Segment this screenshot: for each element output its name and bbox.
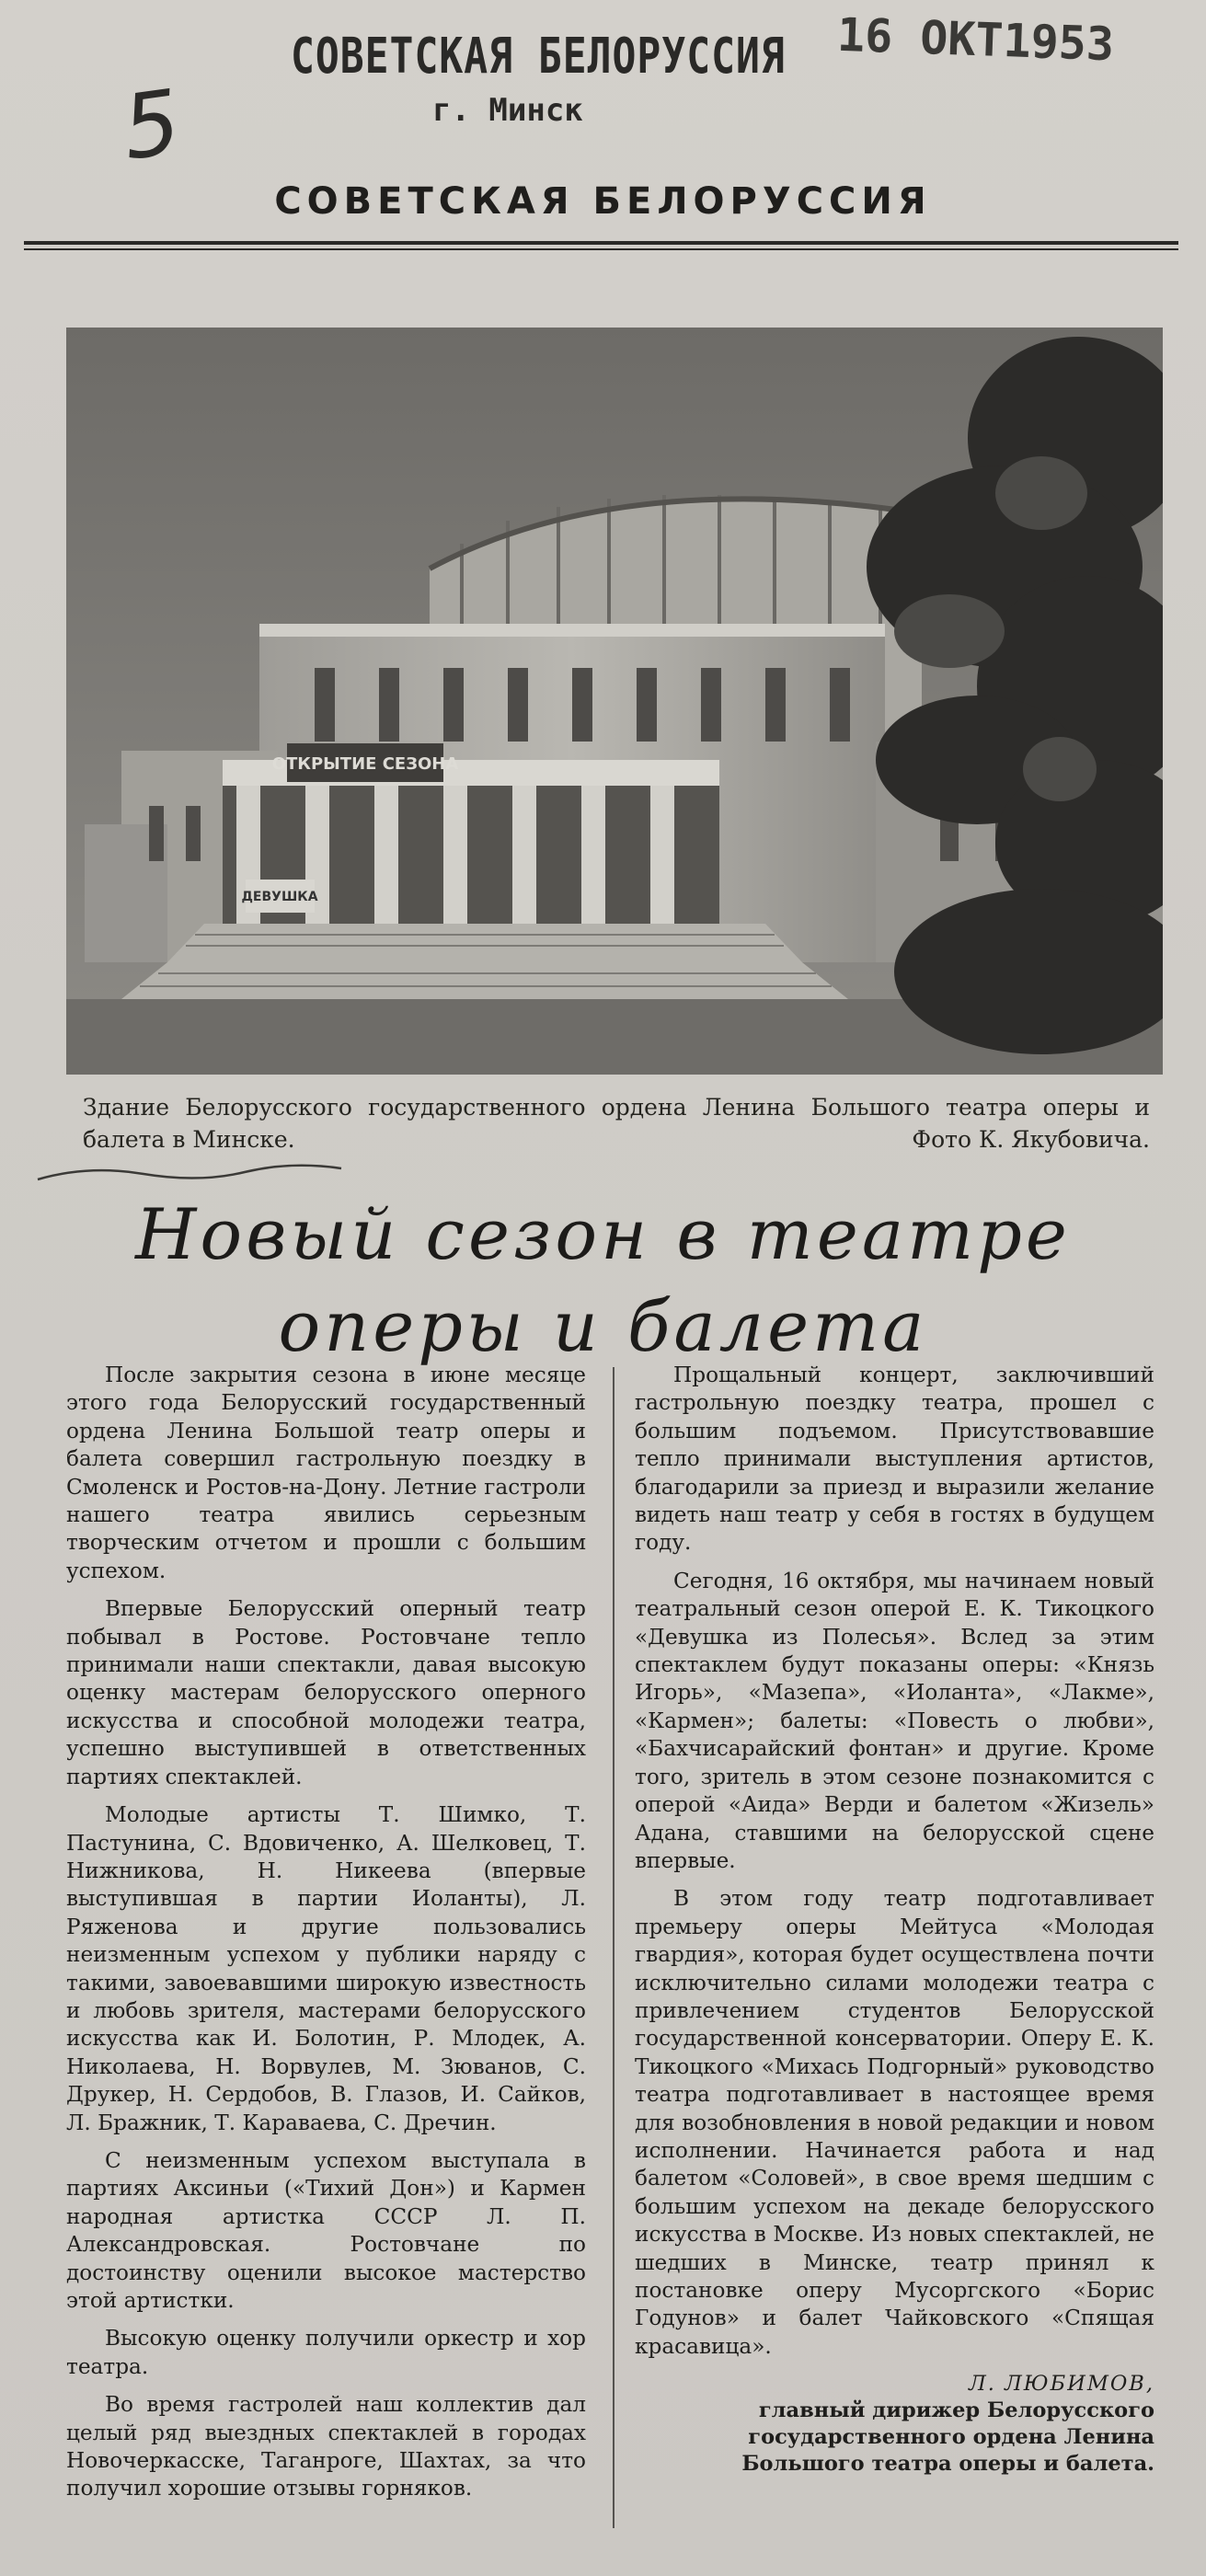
article-paragraph: Высокую оценку получили оркестр и хор театра. bbox=[66, 2326, 586, 2379]
article-headline bbox=[0, 1189, 1206, 1373]
article-paragraph: Во время гастролей наш коллектив дал целый ряд выездных спектаклей в городах Новочеркасске, Таганроге, Шахтах, за что получил хорошие отзывы горняков. bbox=[66, 2392, 586, 2501]
photo-caption bbox=[83, 1091, 1150, 1156]
handwritten-archive-number: 5 bbox=[116, 70, 187, 180]
column-divider bbox=[613, 1367, 614, 2528]
opera-poster: ДЕВУШКА bbox=[241, 890, 318, 904]
article-paragraph: Молодые артисты Т. Шимко, Т. Пастунина, С. Вдовиченко, А. Шелковец, Т. Нижникова, Н. Никеева (впервые выступившая в партии Иоланты), Л. Ряженова и другие пользовались неизменным успехом у публики наряду с такими, завоевавшими широкую известность и любовь зрителя, мастерами белорусского искусства как И. Болотин, Р. Млодек, А. Николаева, Н. Ворвулев, М. Зюванов, С. Друкер, Н. Сердобов, В. Глазов, И. Сайков, Л. Бражник, Т. Караваева, С. Дречин. bbox=[66, 1802, 586, 2135]
article-paragraph: Сегодня, 16 октября, мы начинаем новый театральный сезон оперой Е. К. Тикоцкого «Девушка из Полесья». Вслед за этим спектаклем будут показаны оперы: «Князь Игорь», «Мазепа», «Иоланта», «Лакме», «Кармен»; балеты: «Повесть о любви», «Бахчисарайский фонтан» и другие. Кроме того, зритель в этом сезоне познакомится с оперой «Аида» Верди и балетом «Жизель» Адана, ставшими на белорусской сцене впервые. bbox=[635, 1568, 1154, 1873]
season-opening-sign: ОТКРЫТИЕ СЕЗОНА bbox=[271, 754, 459, 774]
theatre-building-photo bbox=[66, 328, 1163, 1075]
author-name: Л. ЛЮБИМОВ, bbox=[968, 2372, 1154, 2397]
clipping-stamp-city: г. Минск bbox=[432, 92, 583, 129]
clipping-stamp-newspaper: СОВЕТСКАЯ БЕЛОРУССИЯ bbox=[291, 28, 786, 86]
article-paragraph: С неизменным успехом выступала в партиях Аксиньи («Тихий Дон») и Кармен народная артистка СССР Л. П. Александровская. Ростовчане по достоинству оценили высокое мастерство этой артистки. bbox=[66, 2147, 586, 2313]
photo-caption-text: Здание Белорусского государственного ордена Ленина Большого театра оперы и балета в Минске. bbox=[83, 1094, 1150, 1153]
masthead-rule bbox=[24, 241, 1178, 245]
photo-credit: Фото К. Якубовича. bbox=[912, 1126, 1150, 1153]
author-role: главный дирижер Белорусского государственного ордена Ленина Большого театра оперы и балета. bbox=[741, 2398, 1154, 2477]
masthead-rule-thin bbox=[24, 248, 1178, 250]
article-paragraph: Прощальный концерт, заключивший гастрольную поездку театра, прошел с большим подъемом. Присутствовавшие тепло принимали выступления артистов, благодарили за приезд и выразили желание видеть наш театр у себя в гостях в будущем году. bbox=[635, 1363, 1154, 1556]
decorative-swash bbox=[33, 1161, 346, 1189]
newspaper-masthead: СОВЕТСКАЯ БЕЛОРУССИЯ bbox=[274, 180, 932, 223]
article-column-left bbox=[66, 1362, 586, 2513]
author-signature bbox=[635, 2371, 1154, 2478]
headline-line-1: Новый сезон в театре bbox=[135, 1193, 1071, 1275]
clipping-stamp-date: 16 ОКТ1953 bbox=[836, 7, 1115, 72]
article-column-right bbox=[635, 1362, 1154, 2478]
article-paragraph: Впервые Белорусский оперный театр побывал в Ростове. Ростовчане тепло принимали наши спектакли, давая высокую оценку мастерам белорусского оперного искусства и способной молодежи театра, успешно выступившей в ответственных партиях спектаклей. bbox=[66, 1596, 586, 1789]
headline-line-2: оперы и балета bbox=[278, 1285, 928, 1367]
article-paragraph: После закрытия сезона в июне месяце этого года Белорусский государственный ордена Ленина Большой театр оперы и балета совершил гастрольную поездку в Смоленск и Ростов-на-Дону. Летние гастроли нашего театра явились серьезным творческим отчетом и прошли с большим успехом. bbox=[66, 1363, 586, 1583]
article-paragraph: В этом году театр подготавливает премьеру оперы Мейтуса «Молодая гвардия», которая будет осуществлена почти исключительно силами молодежи театра с привлечением студентов Белорусской государственной консерватории. Оперу Е. К. Тикоцкого «Михась Подгорный» руководство театра подготавливает в настоящее время для возобновления в новой редакции и новом исполнении. Начинается работа и над балетом «Соловей», в свое время шедшим с большим успехом на декаде белорусского искусства в Москве. Из новых спектаклей, не шедших в Минске, театр принял к постановке оперу Мусоргского «Борис Годунов» и балет Чайковского «Спящая красавица». bbox=[635, 1886, 1154, 2359]
